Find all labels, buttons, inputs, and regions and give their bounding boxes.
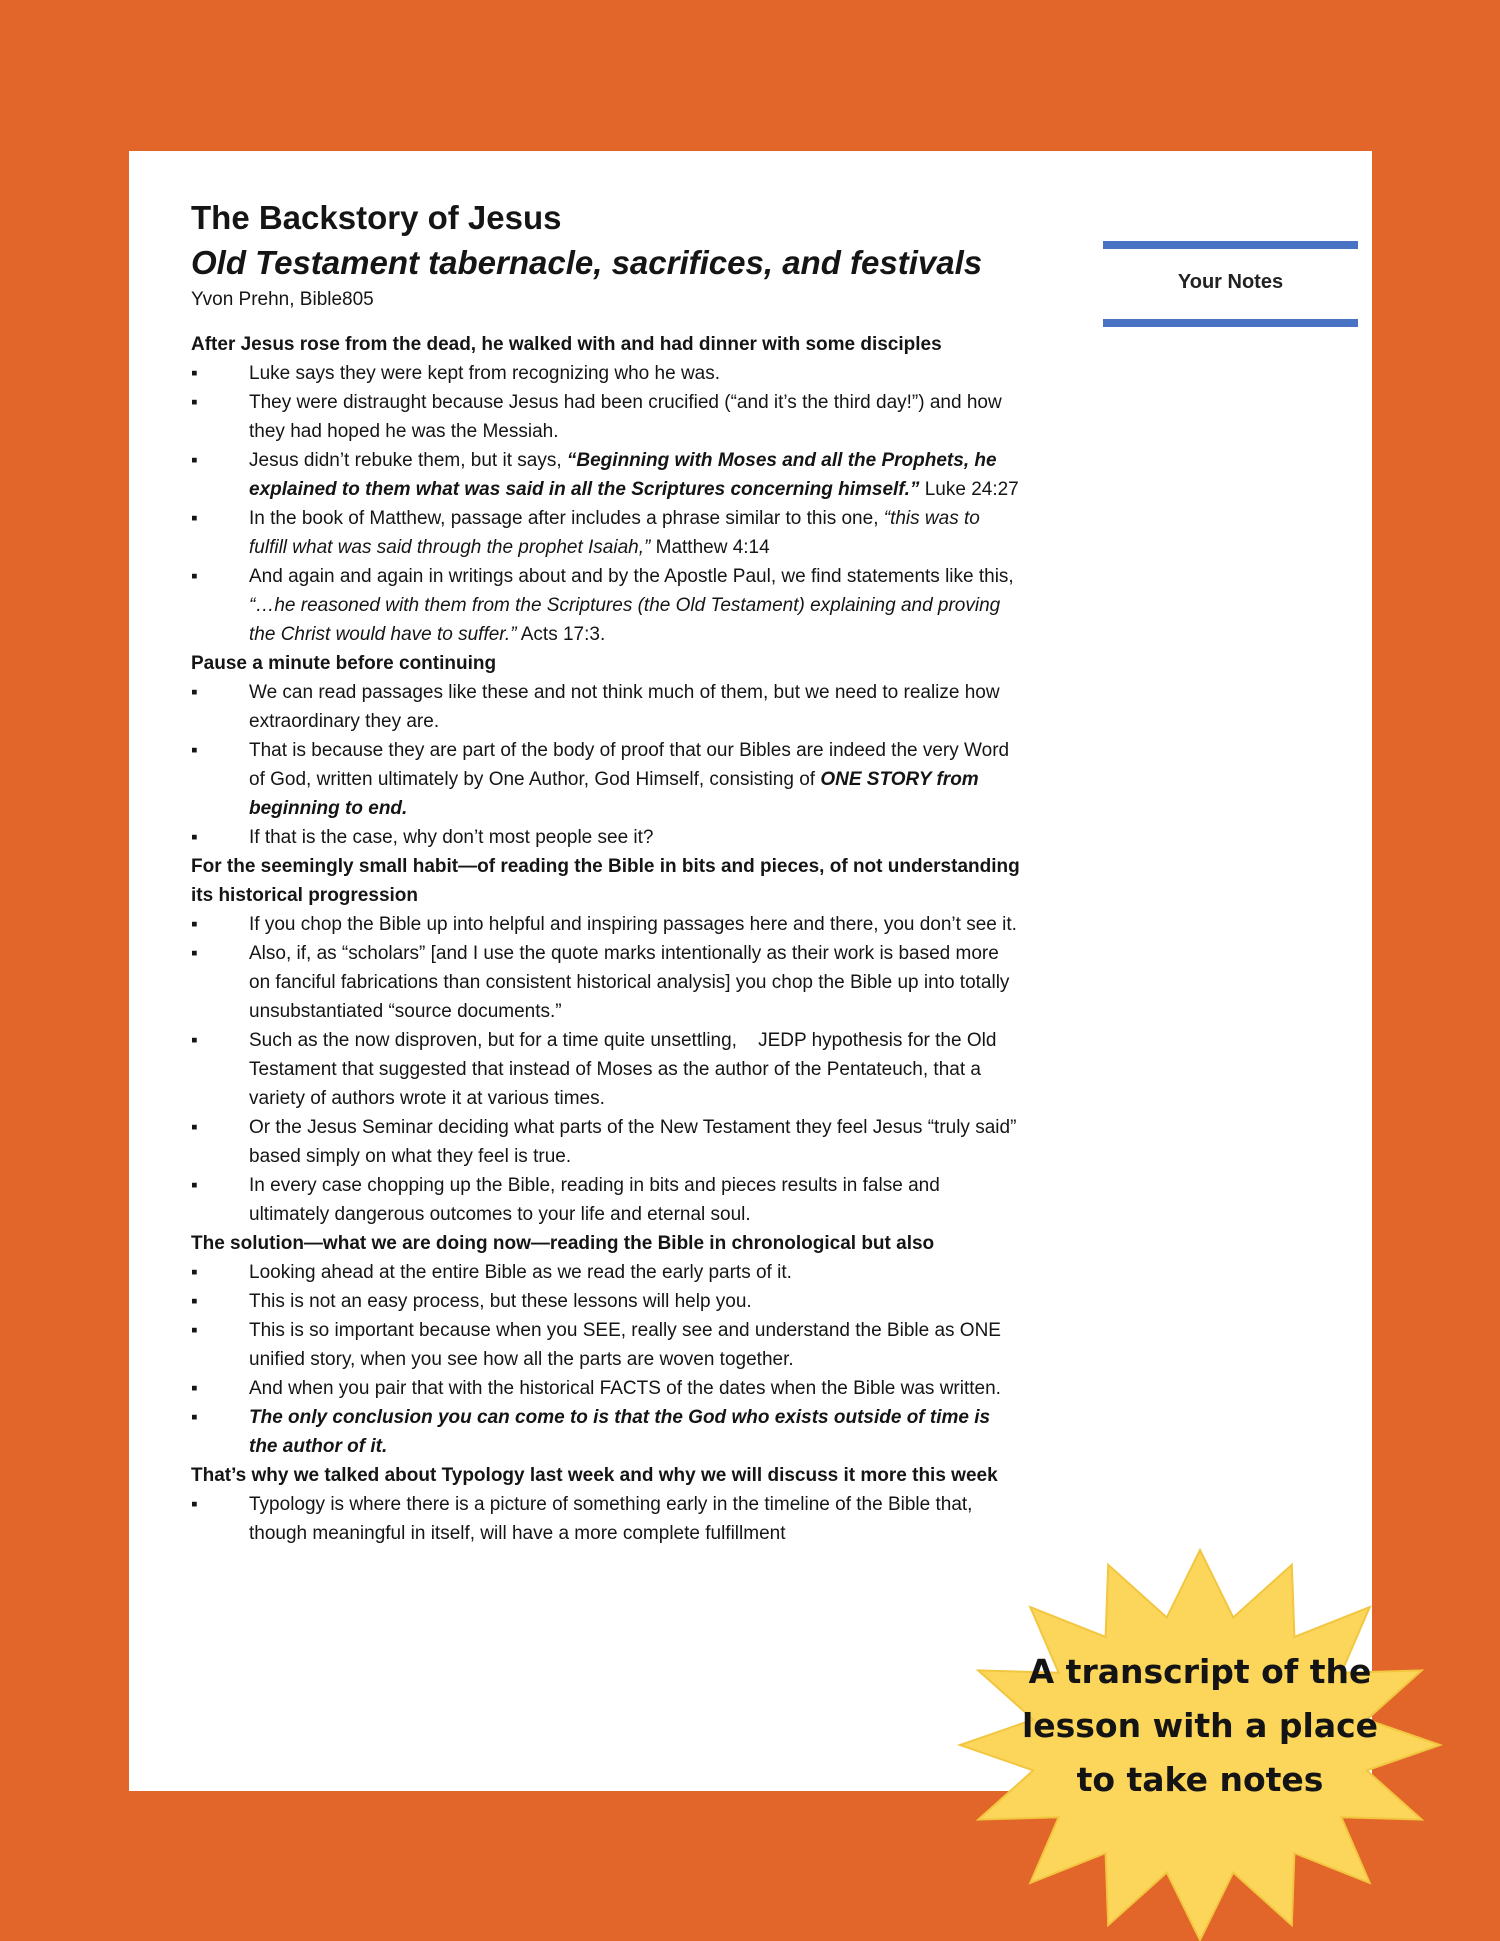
section-heading: Pause a minute before continuing bbox=[191, 653, 497, 674]
list-item: ▪ This is not an easy process, but these lessons will help you. bbox=[191, 1287, 1021, 1316]
document-subtitle: Old Testament tabernacle, sacrifices, and festivals bbox=[191, 244, 983, 281]
bullet-icon: ▪ bbox=[191, 827, 198, 848]
bullet-icon: ▪ bbox=[191, 1378, 198, 1399]
document-title: The Backstory of Jesus bbox=[191, 199, 562, 236]
callout-line-2: lesson with a place bbox=[1021, 1706, 1379, 1745]
bullet-icon: ▪ bbox=[191, 740, 198, 761]
list-item: ▪ Typology is where there is a picture of something early in the timeline of the Bible that, though meaningful in itself, will have a more complete fulfillment bbox=[191, 1490, 1021, 1548]
bullet-icon: ▪ bbox=[191, 508, 198, 529]
list-item: ▪ In every case chopping up the Bible, reading in bits and pieces results in false and ultimately dangerous outcomes to your life and eternal soul. bbox=[191, 1171, 1021, 1229]
bullet-icon: ▪ bbox=[191, 1175, 198, 1196]
bullet-icon: ▪ bbox=[191, 1291, 198, 1312]
bullet-icon: ▪ bbox=[191, 1030, 198, 1051]
section-heading: That’s why we talked about Typology last week and why we will discuss it more this week bbox=[191, 1465, 998, 1486]
bullet-list bbox=[191, 359, 1021, 649]
section-heading: The solution—what we are doing now—reading the Bible in chronological but also bbox=[191, 1233, 935, 1254]
list-item: ▪ Looking ahead at the entire Bible as we read the early parts of it. bbox=[191, 1258, 1021, 1287]
list-item: ▪ Or the Jesus Seminar deciding what parts of the New Testament they feel Jesus “truly said” based simply on what they feel is true. bbox=[191, 1113, 1021, 1171]
emphasis-text: The only conclusion you can come to is that the God who exists outside of time is the author of it. bbox=[249, 1407, 991, 1457]
list-item: ▪ Luke says they were kept from recognizing who he was. bbox=[191, 359, 1021, 388]
scripture-quote: “this was to fulfill what was said through the prophet Isaiah,” bbox=[249, 508, 980, 558]
bullet-icon: ▪ bbox=[191, 363, 198, 384]
bullet-icon: ▪ bbox=[191, 682, 198, 703]
bullet-icon: ▪ bbox=[191, 1407, 198, 1428]
list-item: ▪ If that is the case, why don’t most people see it? bbox=[191, 823, 1021, 852]
callout-starburst bbox=[955, 1545, 1445, 1941]
notes-divider-top bbox=[1103, 241, 1358, 249]
callout-line-1: A transcript of the bbox=[1028, 1652, 1372, 1691]
notes-label: Your Notes bbox=[1177, 271, 1284, 293]
list-item: ▪ And again and again in writings about and by the Apostle Paul, we find statements like this, “…he reasoned with them from the Scriptures (the Old Testament) explaining and proving the Christ would have to suffer.” Acts 17:3. bbox=[191, 562, 1021, 649]
list-item: ▪ If you chop the Bible up into helpful and inspiring passages here and there, you don’t see it. bbox=[191, 910, 1021, 939]
callout-line-3: to take notes bbox=[1076, 1760, 1324, 1799]
list-item: ▪ And when you pair that with the historical FACTS of the dates when the Bible was written. bbox=[191, 1374, 1021, 1403]
section-heading: For the seemingly small habit—of reading the Bible in bits and pieces, of not understanding its historical progression bbox=[191, 856, 1020, 906]
bullet-list bbox=[191, 1258, 1021, 1461]
bullet-icon: ▪ bbox=[191, 1494, 198, 1515]
notes-divider-bottom bbox=[1103, 319, 1358, 327]
list-item: ▪ We can read passages like these and not think much of them, but we need to realize how extraordinary they are. bbox=[191, 678, 1021, 736]
list-item: ▪ Jesus didn’t rebuke them, but it says, “Beginning with Moses and all the Prophets, he explained to them what was said in all the Scriptures concerning himself.” Luke 24:27 bbox=[191, 446, 1021, 504]
scripture-reference: Matthew 4:14 bbox=[650, 537, 770, 558]
list-item: ▪ Also, if, as “scholars” [and I use the quote marks intentionally as their work is based more on fanciful fabrications than consistent historical analysis] you chop the Bible up into totally unsubstantiated “source documents.” bbox=[191, 939, 1021, 1026]
list-item: ▪ They were distraught because Jesus had been crucified (“and it’s the third day!”) and how they had hoped he was the Messiah. bbox=[191, 388, 1021, 446]
list-item: ▪ This is so important because when you SEE, really see and understand the Bible as ONE unified story, when you see how all the parts are woven together. bbox=[191, 1316, 1021, 1374]
list-item: ▪ In the book of Matthew, passage after includes a phrase similar to this one, “this was to fulfill what was said through the prophet Isaiah,” Matthew 4:14 bbox=[191, 504, 1021, 562]
scripture-reference: Luke 24:27 bbox=[919, 479, 1019, 500]
notes-panel bbox=[1103, 241, 1358, 327]
bullet-list bbox=[191, 1490, 1021, 1548]
bullet-icon: ▪ bbox=[191, 392, 198, 413]
list-item: ▪ That is because they are part of the body of proof that our Bibles are indeed the very Word of God, written ultimately by One Author, God Himself, consisting of ONE STORY from beginning to end. bbox=[191, 736, 1021, 823]
callout-text bbox=[1010, 1645, 1390, 1807]
document-body bbox=[191, 196, 1021, 1548]
bullet-icon: ▪ bbox=[191, 1117, 198, 1138]
list-item: ▪ Such as the now disproven, but for a time quite unsettling, JEDP hypothesis for the Old Testament that suggested that instead of Moses as the author of the Pentateuch, that a variety of authors wrote it at various times. bbox=[191, 1026, 1021, 1113]
bullet-list bbox=[191, 910, 1021, 1229]
section-heading: After Jesus rose from the dead, he walked with and had dinner with some disciples bbox=[191, 334, 942, 355]
scripture-quote: “Beginning with Moses and all the Prophets, he explained to them what was said in all the Scriptures concerning himself.” bbox=[249, 450, 997, 500]
scripture-reference: Acts 17:3. bbox=[516, 624, 606, 645]
bullet-icon: ▪ bbox=[191, 1262, 198, 1283]
document-author: Yvon Prehn, Bible805 bbox=[191, 289, 374, 310]
bullet-icon: ▪ bbox=[191, 943, 198, 964]
bullet-list bbox=[191, 678, 1021, 852]
bullet-icon: ▪ bbox=[191, 566, 198, 587]
emphasis-text: ONE STORY from beginning to end. bbox=[249, 769, 979, 819]
bullet-icon: ▪ bbox=[191, 1320, 198, 1341]
list-item bbox=[191, 1403, 1021, 1461]
bullet-icon: ▪ bbox=[191, 450, 198, 471]
bullet-icon: ▪ bbox=[191, 914, 198, 935]
scripture-quote: “…he reasoned with them from the Scriptures (the Old Testament) explaining and proving the Christ would have to suffer.” bbox=[249, 595, 1001, 645]
